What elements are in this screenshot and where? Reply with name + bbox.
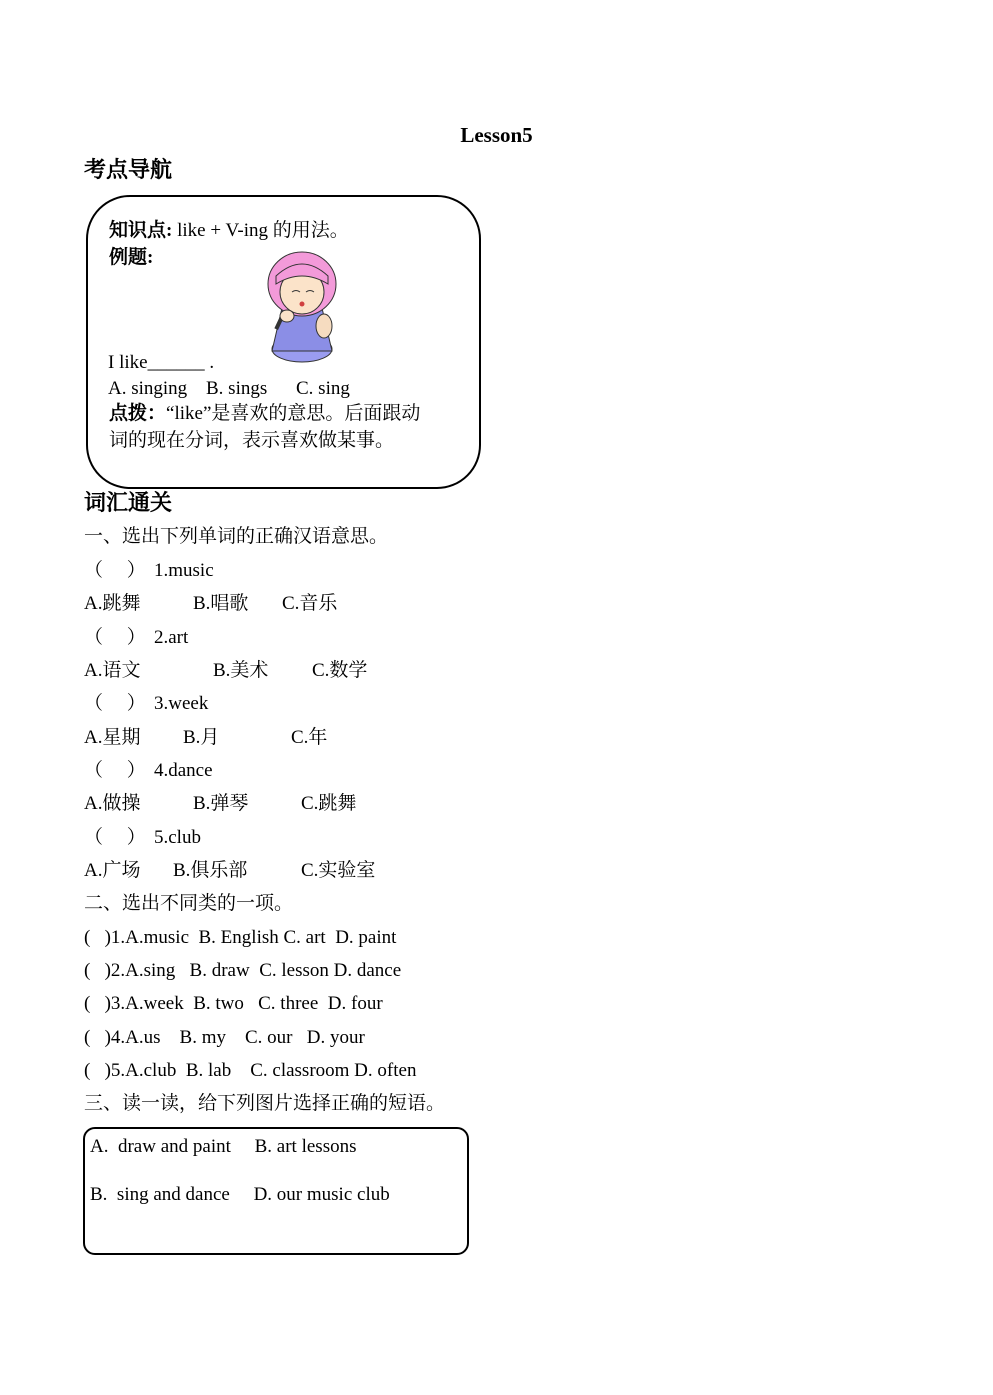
question-word: 5.club <box>154 827 201 848</box>
example-options <box>108 379 350 398</box>
option-c: C.音乐 <box>282 593 338 614</box>
part1-options-4 <box>84 794 356 813</box>
part1-options-1 <box>84 594 337 613</box>
option-b: B.月 <box>183 727 220 748</box>
part2-question-2: ( )2.A.sing B. draw C. lesson D. dance <box>84 960 402 981</box>
option-a: A.广场 <box>84 860 141 881</box>
option-c: C.数学 <box>312 660 368 681</box>
answer-blank[interactable]: （ ） <box>84 627 146 648</box>
part2-question-1: ( )1.A.music B. English C. art D. paint <box>84 927 397 948</box>
question-word: 2.art <box>154 627 189 648</box>
answer-blank[interactable]: （ ） <box>84 693 146 714</box>
singing-girl-illustration <box>262 246 342 366</box>
knowledge-point <box>109 221 349 240</box>
option-a: A.做操 <box>84 793 141 814</box>
option-c: C.年 <box>291 727 328 748</box>
question-word: 4.dance <box>154 760 213 781</box>
example-question: I like______ . <box>108 352 215 373</box>
knowledge-text: like + V-ing 的用法。 <box>172 220 349 241</box>
knowledge-label: 知识点: <box>109 220 173 241</box>
example-option-c: C. sing <box>296 378 350 399</box>
option-c: C.跳舞 <box>301 793 357 814</box>
part2-instruction: 二、选出不同类的一项。 <box>84 893 294 914</box>
question-word: 3.week <box>154 693 209 714</box>
question-word: 1.music <box>154 560 214 581</box>
option-a: A.跳舞 <box>84 593 141 614</box>
section-heading-vocab: 词汇通关 <box>84 490 173 515</box>
option-a: A.星期 <box>84 727 141 748</box>
example-option-b: B. sings <box>206 378 268 399</box>
hint-label: 点拨： <box>109 403 167 424</box>
part1-question-3 <box>84 694 208 713</box>
part1-instruction: 一、选出下列单词的正确汉语意思。 <box>84 526 389 547</box>
option-b: B.唱歌 <box>193 593 249 614</box>
part1-options-5 <box>84 861 375 880</box>
option-b: B.弹琴 <box>193 793 249 814</box>
part1-question-5 <box>84 828 201 847</box>
option-b: B.美术 <box>213 660 269 681</box>
part1-options-3 <box>84 728 327 747</box>
answer-blank[interactable]: （ ） <box>84 827 146 848</box>
page-title: Lesson5 <box>460 123 533 147</box>
part2-question-4: ( )4.A.us B. my C. our D. your <box>84 1027 365 1048</box>
part3-instruction: 三、读一读，给下列图片选择正确的短语。 <box>84 1093 446 1114</box>
phrase-row-1: A. draw and paint B. art lessons <box>90 1136 357 1157</box>
example-option-a: A. singing <box>108 378 188 399</box>
part2-question-5: ( )5.A.club B. lab C. classroom D. often <box>84 1060 417 1081</box>
part1-question-2 <box>84 628 188 647</box>
part1-question-4 <box>84 761 213 780</box>
option-a: A.语文 <box>84 660 141 681</box>
hint-text-1: “like”是喜欢的意思。后面跟动 <box>166 403 421 424</box>
part2-question-3: ( )3.A.week B. two C. three D. four <box>84 993 383 1014</box>
example-label: 例题: <box>109 247 154 268</box>
section-heading-guide: 考点导航 <box>84 157 173 182</box>
part1-options-2 <box>84 661 367 680</box>
answer-blank[interactable]: （ ） <box>84 560 146 581</box>
option-c: C.实验室 <box>301 860 376 881</box>
phrase-row-2: B. sing and dance D. our music club <box>90 1184 390 1205</box>
hint-line-1 <box>109 404 420 423</box>
hint-line-2: 词的现在分词，表示喜欢做某事。 <box>109 430 395 451</box>
option-b: B.俱乐部 <box>173 860 248 881</box>
part1-question-1 <box>84 561 214 580</box>
answer-blank[interactable]: （ ） <box>84 760 146 781</box>
